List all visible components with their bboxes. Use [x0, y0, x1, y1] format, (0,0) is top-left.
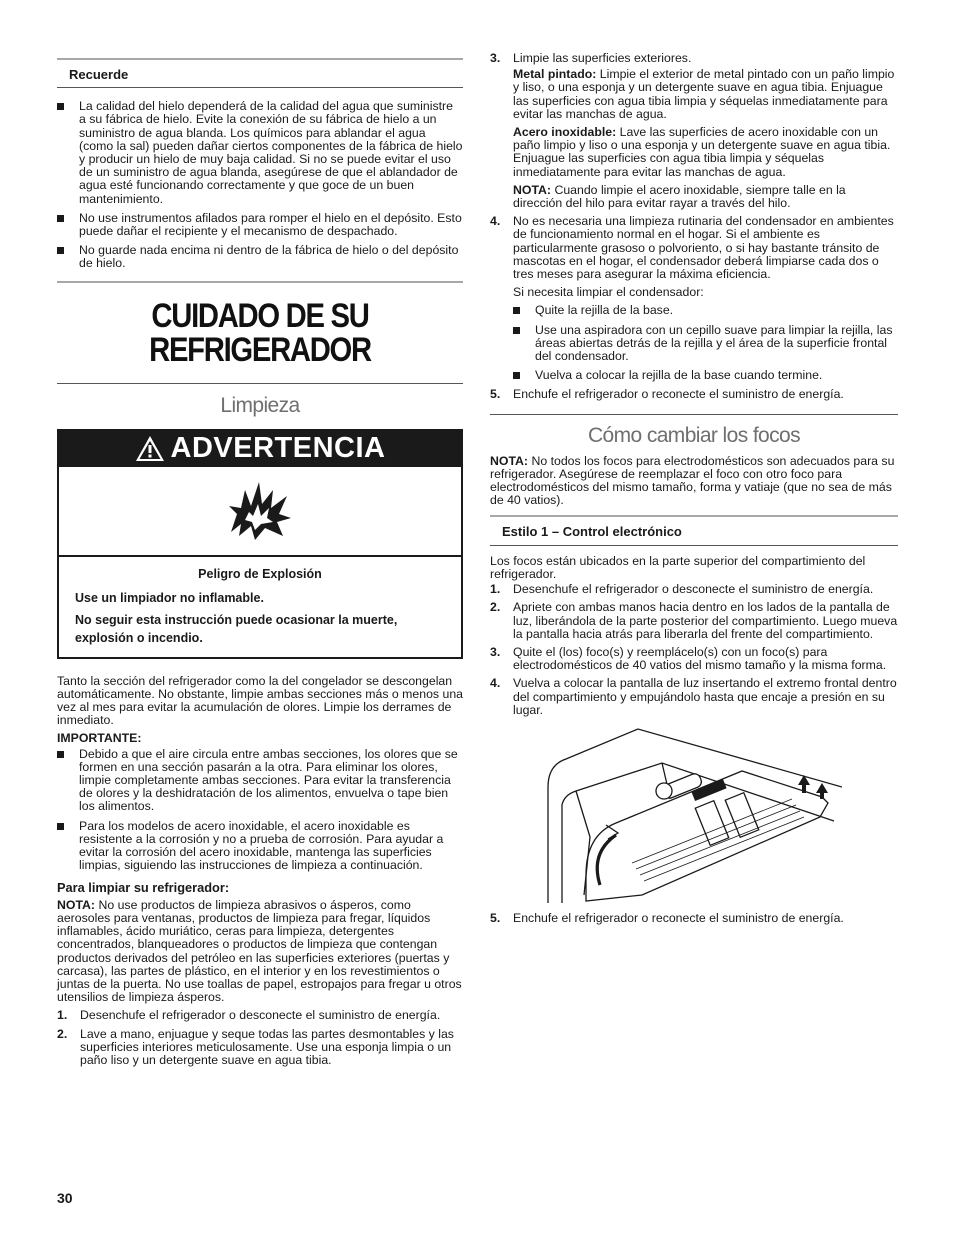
bullet-square-icon: [57, 215, 64, 222]
bullet-square-icon: [57, 247, 64, 254]
warning-hazard: Peligro de Explosión: [198, 566, 322, 581]
warning-header: ADVERTENCIA: [59, 431, 461, 467]
bullet-square-icon: [513, 327, 520, 334]
light-shield-diagram-icon: [542, 725, 842, 903]
divider: [490, 545, 898, 546]
bullet-square-icon: [513, 307, 520, 314]
intro-paragraph: Tanto la sección del refrigerador como la del congelador se descongelan automáticamente. No obstante, limpie ambas secciones más o menos una vez al mes para evitar la acumulación de olores. Limpie los derrames de inmediato.: [57, 673, 464, 728]
list-item: 1. Desenchufe el refrigerador o desconecte el suministro de energía.: [490, 582, 874, 597]
nota-paragraph: NOTA: No use productos de limpieza abrasivos o ásperos, como aerosoles para ventanas, productos de limpieza para fregar, líquidos inflamables, ácido muriático, ceras para limpieza, detergentes concentrados, blanqueadores o productos de limpieza que contengan productos derivados del petróleo en las superficies exteriores (puertas y carcasa), las partes de plástico, en el interior y en los revestimientos o juntas de la puerta. No use toallas de papel, estropajos para fregar u otros utensilios de limpieza ásperos.: [57, 897, 462, 1005]
left-column: [57, 0, 463, 1072]
divider: [57, 281, 463, 283]
warning-text: [59, 557, 461, 657]
list-item: Para los modelos de acero inoxidable, el acero inoxidable es resistente a la corrosión y no a prueba de corrosión. Para ayudar a evitar la corrosión del acero inoxidable, mantenga las superficies limpias, siguiendo las instrucciones de limpieza a continuación.: [57, 820, 463, 873]
list-item: 4. Vuelva a colocar la pantalla de luz insertando el extremo frontal dentro del compartimiento y empujándolo hasta que encaje a presión en su lugar.: [490, 676, 897, 717]
list-item: 5. Enchufe el refrigerador o reconecte el suministro de energía.: [490, 911, 844, 926]
explosion-hazard-picture: [59, 467, 461, 557]
focos-nota-paragraph: NOTA: No todos los focos para electrodomésticos son adecuados para su refrigerador. Asegúrese de reemplazar el foco con otro foco para electrodomésticos del mismo tamaño, forma y vatiaje (que no sea de más de 40 vatios).: [490, 453, 895, 508]
divider: [57, 87, 463, 88]
page-number: 30: [57, 1190, 73, 1206]
estilo-intro: Los focos están ubicados en la parte superior del compartimiento del refrigerador.: [490, 553, 866, 581]
list-item: Quite la rejilla de la base.: [513, 304, 898, 317]
metal-pintado-paragraph: Metal pintado: Limpie el exterior de metal pintado con un paño limpio y liso, o una esponja y un detergente suave en agua tibia. Enjuague las superficies con agua tibia limpia y séquelas inmediatamente para evitar las manchas de agua.: [513, 67, 895, 121]
recuerde-heading: Recuerde: [69, 67, 129, 82]
warning-instruction: Use un limpiador no inflamable.: [75, 590, 264, 605]
list-item: 5. Enchufe el refrigerador o reconecte el suministro de energía.: [490, 387, 844, 402]
list-item: 1. Desenchufe el refrigerador o desconecte el suministro de energía.: [57, 1008, 441, 1023]
warning-box: [57, 429, 463, 659]
bullet-square-icon: [57, 751, 64, 758]
nota-acero-paragraph: NOTA: Cuando limpie el acero inoxidable, siempre talle en la dirección del hilo para evitar rayar a través del hilo.: [513, 182, 846, 211]
para-limpiar-heading: Para limpiar su refrigerador:: [57, 880, 230, 896]
bullet-square-icon: [57, 103, 64, 110]
condensador-sub: Si necesita limpiar el condensador:: [513, 285, 704, 300]
divider: [490, 414, 898, 415]
list-item: Debido a que el aire circula entre ambas secciones, los olores que se formen en una sección pasarán a la otra. Para eliminar los olores, limpie completamente ambas secciones. Para evitar la transferencia de olores y la deshidratación de los alimentos, envuelva o tape bien los alimentos.: [57, 748, 463, 814]
warning-consequence: No seguir esta instrucción puede ocasionar la muerte, explosión o incendio.: [75, 612, 398, 645]
list-item: Vuelva a colocar la rejilla de la base cuando termine.: [513, 369, 898, 382]
explosion-icon: [225, 476, 295, 546]
list-item: 4. No es necesaria una limpieza rutinaria del condensador en ambientes de funcionamiento normal en el hogar. Si el ambiente es particularmente grasoso o polvoriento, o si hay bastante tránsito de mascotas en el hogar, el condensador deberá limpiarse cada dos o tres meses para asegurar la máxima eficiencia.: [490, 214, 894, 282]
bullet-square-icon: [57, 823, 64, 830]
list-item: No guarde nada encima ni dentro de la fábrica de hielo o del depósito de hielo.: [57, 244, 463, 270]
list-item: Use una aspiradora con un cepillo suave para limpiar la rejilla, las áreas abiertas detrás de la rejilla y el área de la superficie frontal del condensador.: [513, 324, 898, 364]
section-title-focos: Cómo cambiar los focos: [587, 423, 801, 447]
acero-inoxidable-paragraph: Acero inoxidable: Lave las superficies de acero inoxidable con un paño limpio y liso o una esponja y un detergente suave en agua tibia. Enjuague las superficies con agua tibia limpia y séquelas inmediatamente para evitar las manchas de agua.: [513, 125, 891, 179]
light-shield-illustration: [542, 725, 898, 906]
list-item: No use instrumentos afilados para romper el hielo en el depósito. Esto puede dañar el recipiente y el mecanismo de despachado.: [57, 212, 463, 238]
warning-triangle-icon: [135, 435, 165, 462]
importante-label: IMPORTANTE:: [57, 731, 142, 746]
bullet-square-icon: [513, 372, 520, 379]
right-column: [490, 0, 898, 930]
estilo-heading: Estilo 1 – Control electrónico: [502, 524, 682, 540]
list-item: La calidad del hielo dependerá de la calidad del agua que suministre a su fábrica de hielo. Evite la conexión de su fábrica de hielo a un suministro de agua blanda. Los químicos para ablandar el agua (como la sal) pueden dañar ciertos componentes de la fábrica de hielo y producir un hielo de muy baja calidad. Si no se puede evitar el uso de un suministro de agua blanda, asegúrese de que el ablandador de agua esté funcionando correctamente y que goce de un buen mantenimiento.: [57, 100, 463, 206]
list-item: 3. Quite el (los) foco(s) y reemplácelo(s) con un foco(s) para electrodomésticos de 40 vatios del mismo tamaño y la misma forma.: [490, 644, 887, 673]
section-title-limpieza: Limpieza: [220, 393, 300, 417]
list-item: 2. Lave a mano, enjuague y seque todas las partes desmontables y las superficies interiores meticulosamente. Use una esponja limpia o un paño liso y un detergente suave en agua tibia.: [57, 1026, 454, 1067]
page-title: CUIDADO DE SU REFRIGERADOR: [149, 296, 371, 369]
list-item: 2. Apriete con ambas manos hacia dentro en los lados de la pantalla de luz, liberándola de la parte posterior del compartimiento. Luego mueva la pantalla hacia atrás para liberarla del frente del compartimiento.: [490, 600, 898, 641]
list-item: 3. Limpie las superficies exteriores.: [490, 51, 692, 65]
divider: [57, 383, 463, 384]
